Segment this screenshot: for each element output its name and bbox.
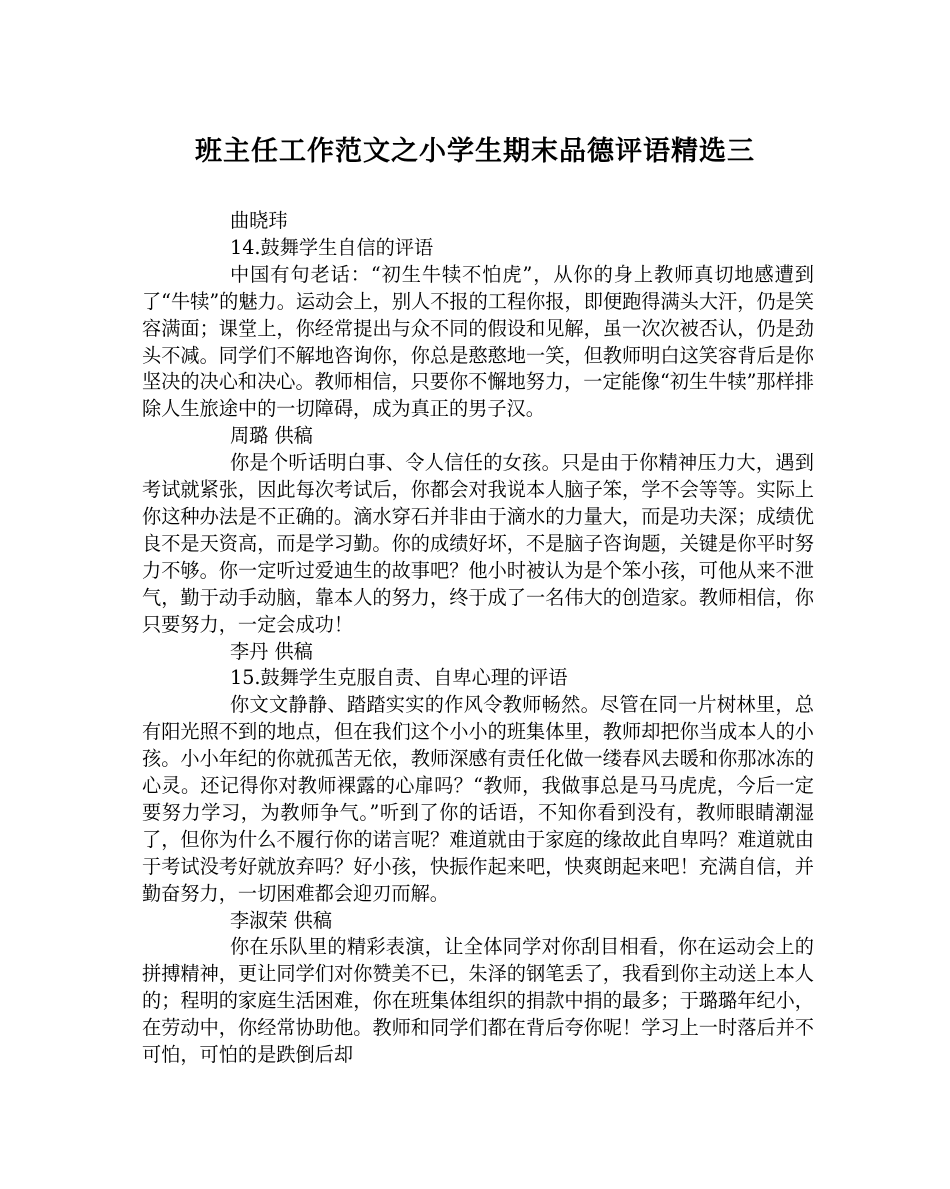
comment-paragraph: 中国有句老话：“初生牛犊不怕虎”，从你的身上教师真切地感遭到了“牛犊”的魅力。运动会上，别人不报的工程你报，即便跑得满头大汗，仍是笑容满面；课堂上，你经常提出与众不同的假设和见解，虽一次次被否认，仍是劲头不减。同学们不解地咨询你，你总是憨憨地一笑，但教师明白这笑容背后是你坚决的决心和决心。教师相信，只要你不懈地努力，一定能像“初生牛犊”那样排除人生旅途中的一切障碍，成为真正的男子汉。 [142,262,814,421]
comment-paragraph: 你文文静静、踏踏实实的作风令教师畅然。尽管在同一片树林里，总有阳光照不到的地点，但在我们这个小小的班集体里，教师却把你当成本人的小孩。小小年纪的你就孤苦无依，教师深感有责任化做一缕春风去暖和你那冰冻的心灵。还记得你对教师裸露的心扉吗？“教师，我做事总是马马虎虎，今后一定要努力学习，为教师争气。”听到了你的话语，不知你看到没有，教师眼睛潮湿了，但你为什么不履行你的诺言呢？难道就由于家庭的缘故此自卑吗？难道就由于考试没考好就放弃吗？好小孩，快振作起来吧，快爽朗起来吧！充满自信，并勤奋努力，一切困难都会迎刃而解。 [142,693,814,905]
document-title: 班主任工作范文之小学生期末品德评语精选三 [195,136,755,167]
contributor-line: 周璐 供稿 [230,424,313,448]
section-heading-15: 15.鼓舞学生克服自责、自卑心理的评语 [230,666,568,690]
comment-paragraph: 你是个听话明白事、令人信任的女孩。只是由于你精神压力大，遇到考试就紧张，因此每次考试后，你都会对我说本人脑子笨，学不会等等。实际上你这种办法是不正确的。滴水穿石并非由于滴水的力量大，而是功夫深；成绩优良不是天资高，而是学习勤。你的成绩好坏，不是脑子咨询题，关键是你平时努力不够。你一定听过爱迪生的故事吧？他小时被认为是个笨小孩，可他从来不泄气，勤于动手动脑，靠本人的努力，终于成了一名伟大的创造家。教师相信，你只要努力，一定会成功！ [142,451,814,636]
document-body [142,208,814,1069]
contributor-line: 李淑荣 供稿 [230,908,333,932]
section-heading-14: 14.鼓舞学生自信的评语 [230,235,434,259]
comment-paragraph: 你在乐队里的精彩表演，让全体同学对你刮目相看，你在运动会上的拼搏精神，更让同学们对你赞美不已，朱泽的钢笔丢了，我看到你主动送上本人的；程明的家庭生活困难，你在班集体组织的捐款中捐的最多；于璐璐年纪小，在劳动中，你经常协助他。教师和同学们都在背后夸你呢！学习上一时落后并不可怕，可怕的是跌倒后却 [142,935,814,1067]
author-line: 曲晓玮 [230,209,288,232]
contributor-line: 李丹 供稿 [230,639,313,663]
